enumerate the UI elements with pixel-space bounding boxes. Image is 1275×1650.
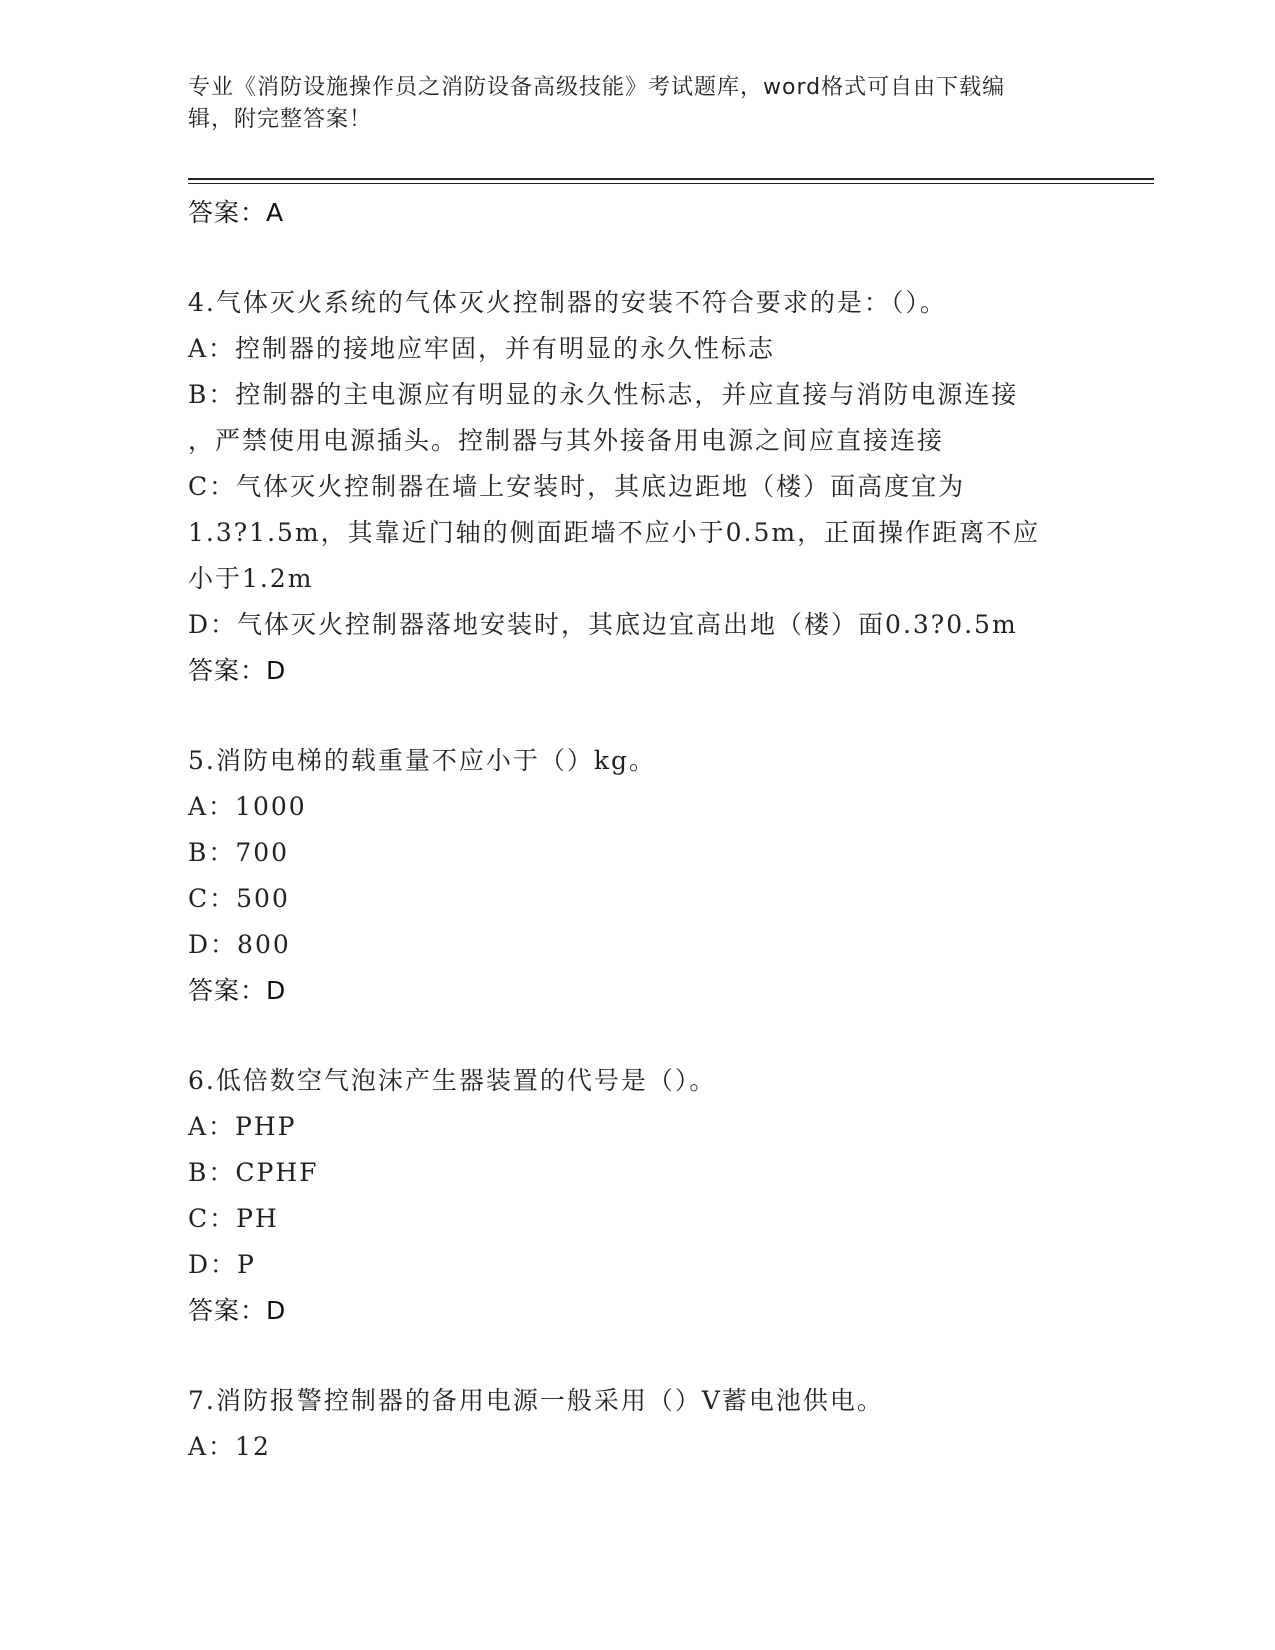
option-a: A：PHP bbox=[188, 1112, 297, 1141]
option-a: A：控制器的接地应牢固，并有明显的永久性标志 bbox=[188, 334, 776, 363]
option-d: D：800 bbox=[188, 930, 291, 959]
question-stem: 5.消防电梯的载重量不应小于（）kg。 bbox=[188, 746, 657, 775]
header-note-line-1: 专业《消防设施操作员之消防设备高级技能》考试题库，word格式可自由下载编 bbox=[188, 75, 1006, 100]
header-rule-thick bbox=[188, 178, 1154, 180]
answer-label: 答案：D bbox=[188, 656, 287, 685]
option-a: A：12 bbox=[188, 1432, 271, 1461]
option-c-continued: 1.3?1.5m，其靠近门轴的侧面距墙不应小于0.5m，正面操作距离不应 bbox=[188, 518, 1041, 547]
option-c: C：PH bbox=[188, 1204, 279, 1233]
answer-label: 答案：D bbox=[188, 976, 287, 1005]
previous-answer: 答案：A bbox=[188, 198, 285, 227]
spacer bbox=[188, 1334, 1088, 1378]
question-stem: 7.消防报警控制器的备用电源一般采用（）V蓄电池供电。 bbox=[188, 1386, 884, 1415]
question-stem: 6.低倍数空气泡沫产生器装置的代号是（）。 bbox=[188, 1066, 717, 1095]
option-c: C：气体灭火控制器在墙上安装时，其底边距地（楼）面高度宜为 bbox=[188, 472, 966, 501]
header-note bbox=[188, 72, 1068, 136]
option-b: B：CPHF bbox=[188, 1158, 319, 1187]
question-block-4 bbox=[188, 280, 1088, 694]
header-note-line-2: 辑，附完整答案！ bbox=[188, 107, 373, 132]
option-b: B：700 bbox=[188, 838, 290, 867]
question-stem: 4.气体灭火系统的气体灭火控制器的安装不符合要求的是：（）。 bbox=[188, 288, 947, 317]
option-d: D：P bbox=[188, 1250, 256, 1279]
option-b: B：控制器的主电源应有明显的永久性标志，并应直接与消防电源连接 bbox=[188, 380, 1019, 409]
option-a: A：1000 bbox=[188, 792, 307, 821]
option-d: D：气体灭火控制器落地安装时，其底边宜高出地（楼）面0.3?0.5m bbox=[188, 610, 1018, 639]
question-block-6 bbox=[188, 1058, 1088, 1334]
spacer bbox=[188, 1014, 1088, 1058]
header-rule-thin bbox=[188, 183, 1154, 184]
question-block-7 bbox=[188, 1378, 1088, 1470]
option-b-continued: ，严禁使用电源插头。控制器与其外接备用电源之间应直接连接 bbox=[188, 426, 945, 455]
answer-label: 答案：D bbox=[188, 1296, 287, 1325]
spacer bbox=[188, 236, 1088, 280]
option-c-continued: 小于1.2m bbox=[188, 564, 314, 593]
spacer bbox=[188, 694, 1088, 738]
question-block-5 bbox=[188, 738, 1088, 1014]
question-list bbox=[188, 190, 1088, 1470]
option-c: C：500 bbox=[188, 884, 290, 913]
